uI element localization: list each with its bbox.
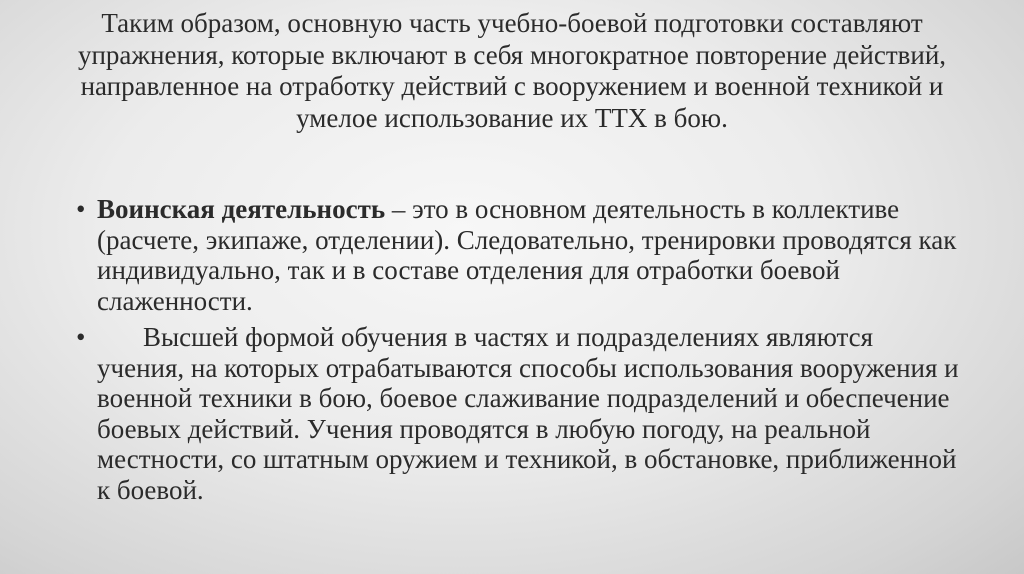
bullet-list <box>76 194 966 511</box>
bullet-text: – это в основном деятельность в коллективе (расчете, экипаже, отделении). Следовательно, тренировки проводятся как индивидуально, так и в составе отделения для отработки боевой слаженности. <box>97 194 957 316</box>
bullet-marker: • <box>76 322 86 352</box>
bullet-item-military-activity <box>76 194 966 316</box>
bullet-marker: • <box>76 194 86 224</box>
bullet-item-exercises <box>76 322 966 505</box>
bullet-term: Воинская деятельность <box>97 194 386 224</box>
bullet-text: Высшей формой обучения в частях и подразделениях являются учения, на которых отрабатываются способы использования вооружения и военной техники в бою, боевое слаживание подразделений и обеспечение боевых действий. Учения проводятся в любую погоду, на реальной местности, со штатным оружием и техникой, в обстановке, приближенной к боевой. <box>97 322 959 505</box>
intro-paragraph: Таким образом, основную часть учебно-боевой подготовки составляют упражнения, которые включают в себя многократное повторение действий, направленное на отработку действий с вооружением и военной техникой и умелое использование их ТТХ в бою. <box>77 8 947 133</box>
